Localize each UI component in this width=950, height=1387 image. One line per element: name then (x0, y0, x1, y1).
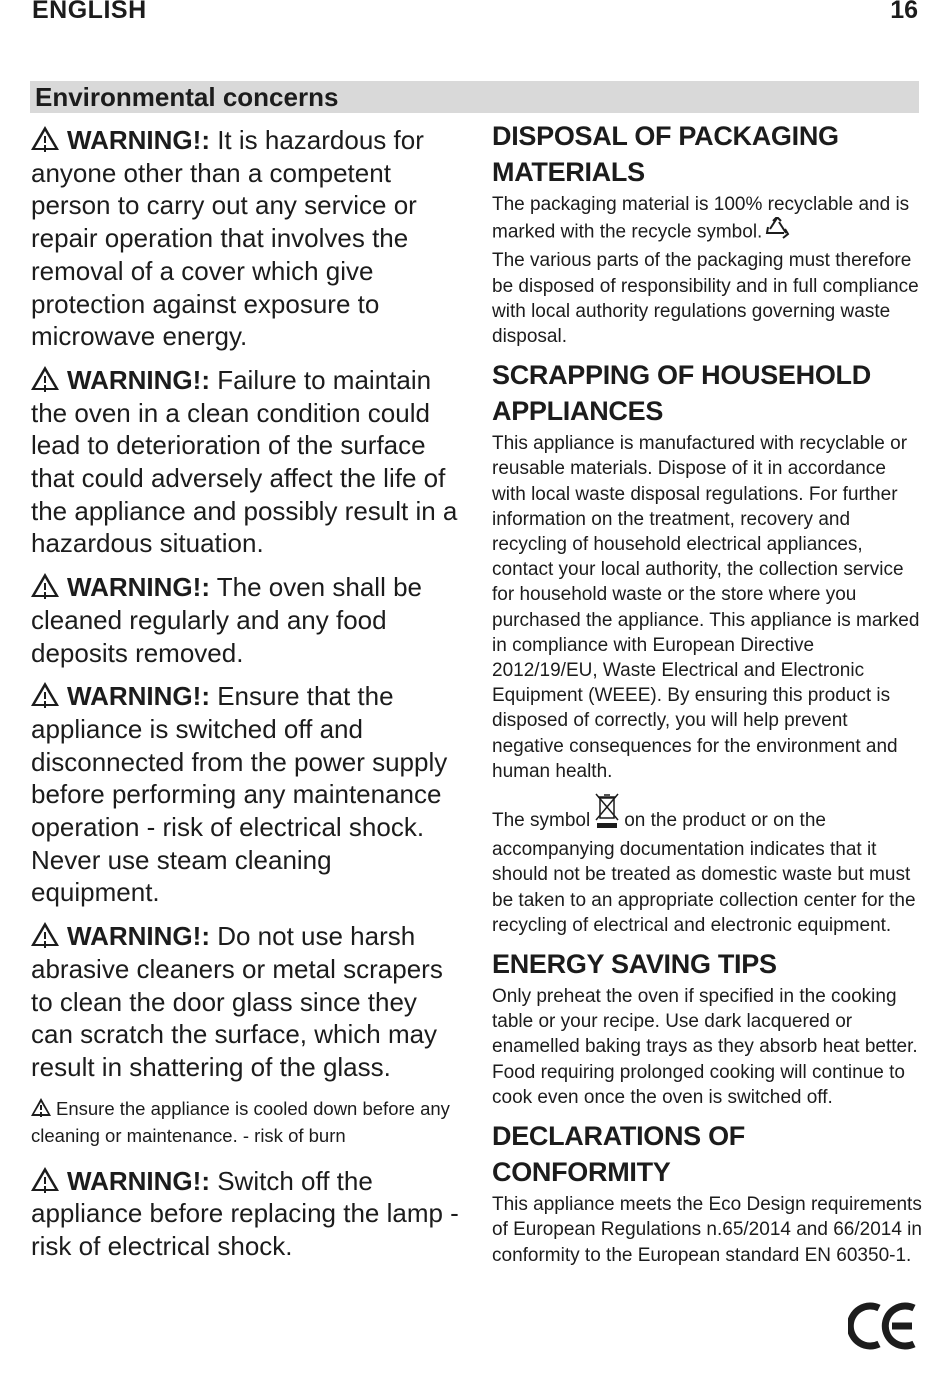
warning-text: Failure to maintain the oven in a clean condition could lead to deterioration of the surface that could adversely affect the life of the appliance and possibly result in a hazardous situation. (31, 364, 458, 559)
warning-triangle-icon (31, 366, 59, 390)
warning-label: WARNING!: (67, 1165, 210, 1196)
warning-text: Do not use harsh abrasive cleaners or metal scrapers to clean the door glass since they can scratch the surface, which may result in shattering of the glass. (31, 921, 443, 1082)
warning-triangle-icon (31, 1098, 51, 1116)
scrapping-text-2 (492, 792, 922, 938)
scrapping-heading: SCRAPPING OF HOUSEHOLD APPLIANCES (492, 360, 871, 427)
crossed-bin-icon (594, 792, 620, 837)
warning-triangle-icon (31, 1167, 59, 1191)
warning-text: Ensure that the appliance is switched off and disconnected from the power supply before performing any maintenance operation - risk of electrical shock. Never use steam cleaning equipment. (31, 681, 448, 908)
page-header (32, 0, 918, 30)
warning-label: WARNING!: (67, 364, 210, 395)
warning-label: WARNING!: (67, 681, 210, 712)
page-number: 16 (890, 0, 918, 24)
warning-3 (31, 571, 466, 669)
symbol-text-post: on the product or on the accompanying documentation indicates that it should not be treated as domestic waste but must be taken to an appropriate collection center for the recycling of electrical and electronic equipment. (492, 810, 916, 936)
header-language: ENGLISH (32, 0, 147, 24)
section-title-bar (30, 81, 919, 113)
caution-note (31, 1095, 466, 1149)
recycle-icon (764, 217, 790, 248)
conformity-text: This appliance meets the Eco Design requirements of European Regulations n.65/2014 and 66/2014 in conformity to the European standard EN 60350-1. (492, 1194, 922, 1266)
warning-label: WARNING!: (67, 125, 210, 155)
warning-triangle-icon (31, 573, 59, 597)
energy-text: Only preheat the oven if specified in the cooking table or your recipe. Use dark lacquered or enamelled baking trays as they absorb heat better. Food requiring prolonged cooking will continue to cook even once the oven is switched off. (492, 986, 918, 1108)
scrapping-text-1: This appliance is manufactured with recyclable or reusable materials. Dispose of it in accordance with local waste disposal regulations. For further information on the treatment, recovery and recycling of household electrical appliances, contact your local authority, the collection service for household waste or the store where you purchased the appliance. This appliance is marked in compliance with European Directive 2012/19/EU, Waste Electrical and Electronic Equipment (WEEE). By ensuring this product is disposed of correctly, you will help prevent negative consequences for the environment and human health. (492, 433, 920, 782)
warning-6 (31, 1165, 466, 1263)
packaging-text (492, 192, 922, 349)
warning-5 (31, 920, 466, 1084)
energy-heading: ENERGY SAVING TIPS (492, 949, 777, 980)
conformity-heading: DECLARATIONS OF CONFORMITY (492, 1121, 745, 1188)
section-title: Environmental concerns (35, 82, 339, 112)
info-column (492, 118, 922, 1276)
warning-triangle-icon (31, 126, 59, 150)
warning-text: Switch off the appliance before replacing the lamp - risk of electrical shock. (31, 1165, 459, 1262)
warning-text: The oven shall be cleaned regularly and any food deposits removed. (31, 572, 422, 668)
warning-2 (31, 364, 466, 560)
warning-triangle-icon (31, 922, 59, 946)
symbol-text-pre: The symbol (492, 810, 591, 832)
warning-text: It is hazardous for anyone other than a competent person to carry out any service or repair operation that involves the removal of a cover which give protection against exposure to microwave energy. (31, 125, 424, 352)
ce-mark-icon (848, 1300, 920, 1357)
warnings-column (31, 124, 466, 1274)
packaging-text-1: The packaging material is 100% recyclable and is marked with the recycle symbol. (492, 194, 910, 243)
warning-label: WARNING!: (67, 572, 210, 603)
warning-label: WARNING!: (67, 921, 210, 952)
warning-triangle-icon (31, 682, 59, 706)
packaging-text-2: The various parts of the packaging must therefore be disposed of responsibility and in full compliance with local authority regulations governing waste disposal. (492, 250, 919, 348)
warning-4 (31, 680, 466, 909)
packaging-heading: DISPOSAL OF PACKAGING MATERIALS (492, 121, 839, 187)
warning-1 (31, 124, 466, 353)
caution-text: Ensure the appliance is cooled down before any cleaning or maintenance. - risk of burn (31, 1097, 450, 1146)
